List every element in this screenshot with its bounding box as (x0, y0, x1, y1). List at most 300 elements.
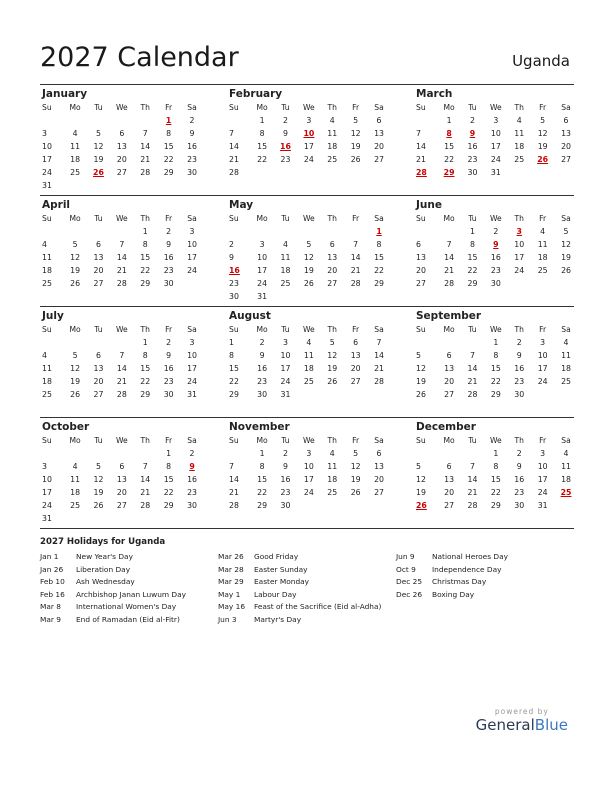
day-cell[interactable]: 28 (229, 501, 239, 510)
day-cell[interactable]: 5 (72, 240, 78, 249)
day-cell[interactable]: 28 (140, 501, 151, 510)
day-cell[interactable]: 24 (490, 155, 501, 164)
day-cell[interactable]: 10 (537, 351, 548, 360)
day-cell[interactable]: 28 (374, 377, 384, 386)
day-cell[interactable]: 2 (282, 116, 288, 125)
day-cell[interactable]: 4 (42, 240, 47, 249)
day-cell[interactable]: 13 (374, 129, 384, 138)
day-cell[interactable]: 19 (350, 142, 361, 151)
day-cell[interactable]: 30 (187, 501, 197, 510)
day-cell[interactable]: 17 (514, 253, 525, 262)
day-cell[interactable]: 12 (93, 475, 104, 484)
day-cell[interactable]: 9 (166, 351, 172, 360)
day-cell[interactable]: 7 (353, 240, 359, 249)
day-cell[interactable]: 23 (280, 155, 291, 164)
day-cell[interactable]: 12 (416, 475, 426, 484)
day-cell[interactable]: 9 (189, 462, 195, 471)
day-cell[interactable]: 16 (490, 253, 501, 262)
day-cell[interactable]: 8 (142, 240, 148, 249)
day-cell[interactable]: 24 (514, 266, 525, 275)
day-cell[interactable]: 7 (142, 129, 148, 138)
day-cell[interactable]: 15 (140, 253, 151, 262)
day-cell[interactable]: 25 (280, 279, 291, 288)
day-cell[interactable]: 16 (163, 364, 174, 373)
day-cell[interactable]: 29 (229, 390, 239, 399)
day-cell[interactable]: 15 (374, 253, 384, 262)
day-cell[interactable]: 3 (282, 338, 288, 347)
day-cell[interactable]: 24 (537, 488, 548, 497)
day-cell[interactable]: 8 (142, 351, 148, 360)
day-cell[interactable]: 26 (70, 279, 81, 288)
day-cell[interactable]: 10 (537, 462, 548, 471)
day-cell[interactable]: 7 (119, 351, 125, 360)
day-cell[interactable]: 29 (140, 279, 151, 288)
day-cell[interactable]: 31 (490, 168, 501, 177)
day-cell[interactable]: 10 (42, 142, 52, 151)
day-cell[interactable]: 19 (350, 475, 361, 484)
day-cell[interactable]: 13 (350, 351, 361, 360)
day-cell[interactable]: 2 (282, 449, 288, 458)
day-cell[interactable]: 7 (469, 351, 475, 360)
day-cell[interactable]: 11 (537, 240, 548, 249)
day-cell[interactable]: 27 (374, 488, 384, 497)
day-cell[interactable]: 24 (303, 155, 314, 164)
day-cell[interactable]: 3 (540, 338, 546, 347)
day-cell[interactable]: 17 (187, 253, 197, 262)
day-cell[interactable]: 20 (93, 266, 104, 275)
day-cell[interactable]: 2 (469, 116, 475, 125)
day-cell[interactable]: 24 (280, 377, 291, 386)
day-cell[interactable]: 2 (189, 116, 195, 125)
day-cell[interactable]: 26 (93, 168, 104, 177)
day-cell[interactable]: 22 (444, 155, 455, 164)
day-cell[interactable]: 27 (350, 377, 361, 386)
day-cell[interactable]: 4 (563, 338, 569, 347)
day-cell[interactable]: 13 (116, 475, 127, 484)
day-cell[interactable]: 15 (163, 475, 174, 484)
day-cell[interactable]: 19 (93, 155, 104, 164)
day-cell[interactable]: 5 (353, 449, 359, 458)
day-cell[interactable]: 30 (163, 390, 174, 399)
day-cell[interactable]: 19 (327, 364, 338, 373)
day-cell[interactable]: 25 (303, 377, 314, 386)
day-cell[interactable]: 1 (166, 449, 172, 458)
day-cell[interactable]: 17 (490, 142, 501, 151)
day-cell[interactable]: 8 (259, 129, 265, 138)
day-cell[interactable]: 17 (187, 364, 197, 373)
day-cell[interactable]: 16 (514, 475, 525, 484)
day-cell[interactable]: 11 (514, 129, 525, 138)
day-cell[interactable]: 14 (116, 364, 127, 373)
day-cell[interactable]: 26 (303, 279, 314, 288)
day-cell[interactable]: 26 (70, 390, 81, 399)
day-cell[interactable]: 5 (416, 351, 421, 360)
day-cell[interactable]: 30 (187, 168, 197, 177)
day-cell[interactable]: 7 (469, 462, 475, 471)
day-cell[interactable]: 16 (514, 364, 525, 373)
day-cell[interactable]: 19 (93, 488, 104, 497)
day-cell[interactable]: 8 (376, 240, 382, 249)
day-cell[interactable]: 18 (561, 475, 571, 484)
day-cell[interactable]: 9 (516, 351, 522, 360)
day-cell[interactable]: 15 (444, 142, 455, 151)
day-cell[interactable]: 20 (374, 475, 384, 484)
day-cell[interactable]: 29 (257, 501, 268, 510)
day-cell[interactable]: 13 (93, 253, 104, 262)
day-cell[interactable]: 6 (376, 116, 382, 125)
day-cell[interactable]: 5 (563, 227, 569, 236)
day-cell[interactable]: 24 (537, 377, 548, 386)
day-cell[interactable]: 8 (259, 462, 265, 471)
day-cell[interactable]: 23 (490, 266, 501, 275)
day-cell[interactable]: 5 (95, 129, 101, 138)
day-cell[interactable]: 20 (374, 142, 384, 151)
day-cell[interactable]: 14 (374, 351, 384, 360)
day-cell[interactable]: 13 (327, 253, 338, 262)
day-cell[interactable]: 1 (446, 116, 452, 125)
day-cell[interactable]: 1 (493, 338, 499, 347)
day-cell[interactable]: 10 (303, 462, 314, 471)
day-cell[interactable]: 11 (303, 351, 314, 360)
day-cell[interactable]: 23 (467, 155, 478, 164)
day-cell[interactable]: 30 (280, 501, 291, 510)
day-cell[interactable]: 9 (493, 240, 499, 249)
day-cell[interactable]: 24 (42, 501, 52, 510)
day-cell[interactable]: 24 (303, 488, 314, 497)
day-cell[interactable]: 29 (163, 501, 174, 510)
day-cell[interactable]: 4 (329, 449, 335, 458)
day-cell[interactable]: 28 (350, 279, 361, 288)
day-cell[interactable]: 23 (257, 377, 268, 386)
day-cell[interactable]: 21 (467, 377, 478, 386)
day-cell[interactable]: 7 (446, 240, 452, 249)
day-cell[interactable]: 5 (329, 338, 335, 347)
day-cell[interactable]: 30 (229, 292, 239, 301)
day-cell[interactable]: 25 (327, 488, 338, 497)
day-cell[interactable]: 4 (306, 338, 312, 347)
day-cell[interactable]: 23 (187, 488, 197, 497)
day-cell[interactable]: 18 (70, 155, 81, 164)
day-cell[interactable]: 25 (561, 377, 571, 386)
day-cell[interactable]: 18 (561, 364, 571, 373)
day-cell[interactable]: 4 (563, 449, 569, 458)
day-cell[interactable]: 21 (140, 488, 151, 497)
day-cell[interactable]: 31 (257, 292, 268, 301)
day-cell[interactable]: 3 (306, 116, 312, 125)
day-cell[interactable]: 3 (493, 116, 499, 125)
day-cell[interactable]: 21 (229, 155, 239, 164)
day-cell[interactable]: 23 (187, 155, 197, 164)
day-cell[interactable]: 11 (561, 351, 571, 360)
day-cell[interactable]: 3 (42, 462, 47, 471)
day-cell[interactable]: 3 (516, 227, 522, 236)
day-cell[interactable]: 21 (467, 488, 478, 497)
day-cell[interactable]: 15 (257, 142, 268, 151)
day-cell[interactable]: 4 (42, 351, 47, 360)
day-cell[interactable]: 2 (166, 227, 172, 236)
day-cell[interactable]: 21 (140, 155, 151, 164)
day-cell[interactable]: 30 (490, 279, 501, 288)
day-cell[interactable]: 29 (467, 279, 478, 288)
day-cell[interactable]: 20 (444, 488, 455, 497)
day-cell[interactable]: 28 (467, 390, 478, 399)
day-cell[interactable]: 26 (327, 377, 338, 386)
day-cell[interactable]: 4 (516, 116, 522, 125)
day-cell[interactable]: 22 (467, 266, 478, 275)
day-cell[interactable]: 1 (142, 338, 148, 347)
day-cell[interactable]: 6 (119, 462, 125, 471)
day-cell[interactable]: 21 (416, 155, 426, 164)
day-cell[interactable]: 2 (493, 227, 499, 236)
day-cell[interactable]: 7 (376, 338, 382, 347)
day-cell[interactable]: 11 (42, 253, 52, 262)
day-cell[interactable]: 13 (93, 364, 104, 373)
day-cell[interactable]: 2 (259, 338, 265, 347)
day-cell[interactable]: 3 (259, 240, 265, 249)
day-cell[interactable]: 8 (166, 129, 172, 138)
day-cell[interactable]: 29 (443, 168, 455, 177)
day-cell[interactable]: 30 (257, 390, 268, 399)
day-cell[interactable]: 19 (416, 377, 426, 386)
day-cell[interactable]: 3 (42, 129, 47, 138)
day-cell[interactable]: 19 (70, 377, 81, 386)
day-cell[interactable]: 5 (72, 351, 78, 360)
day-cell[interactable]: 27 (444, 501, 455, 510)
day-cell[interactable]: 16 (163, 253, 174, 262)
day-cell[interactable]: 6 (446, 462, 452, 471)
day-cell[interactable]: 5 (95, 462, 101, 471)
day-cell[interactable]: 23 (514, 377, 525, 386)
day-cell[interactable]: 23 (514, 488, 525, 497)
day-cell[interactable]: 18 (327, 475, 338, 484)
day-cell[interactable]: 22 (490, 377, 501, 386)
day-cell[interactable]: 14 (467, 364, 478, 373)
day-cell[interactable]: 5 (416, 462, 421, 471)
day-cell[interactable]: 10 (514, 240, 525, 249)
day-cell[interactable]: 9 (516, 462, 522, 471)
day-cell[interactable]: 22 (257, 155, 268, 164)
day-cell[interactable]: 27 (416, 279, 426, 288)
day-cell[interactable]: 17 (257, 266, 268, 275)
day-cell[interactable]: 22 (140, 377, 151, 386)
day-cell[interactable]: 25 (560, 488, 572, 497)
day-cell[interactable]: 14 (444, 253, 455, 262)
day-cell[interactable]: 11 (70, 142, 81, 151)
day-cell[interactable]: 24 (42, 168, 52, 177)
day-cell[interactable]: 3 (189, 338, 195, 347)
day-cell[interactable]: 15 (257, 475, 268, 484)
day-cell[interactable]: 12 (350, 129, 361, 138)
day-cell[interactable]: 1 (493, 449, 499, 458)
day-cell[interactable]: 17 (303, 475, 314, 484)
day-cell[interactable]: 6 (563, 116, 569, 125)
day-cell[interactable]: 6 (446, 351, 452, 360)
day-cell[interactable]: 9 (229, 253, 234, 262)
day-cell[interactable]: 18 (303, 364, 314, 373)
day-cell[interactable]: 1 (165, 116, 172, 125)
day-cell[interactable]: 27 (327, 279, 338, 288)
day-cell[interactable]: 27 (93, 390, 104, 399)
day-cell[interactable]: 1 (142, 227, 148, 236)
day-cell[interactable]: 11 (561, 462, 571, 471)
day-cell[interactable]: 10 (42, 475, 52, 484)
day-cell[interactable]: 17 (537, 364, 548, 373)
day-cell[interactable]: 13 (116, 142, 127, 151)
day-cell[interactable]: 10 (490, 129, 501, 138)
day-cell[interactable]: 25 (327, 155, 338, 164)
day-cell[interactable]: 13 (416, 253, 426, 262)
day-cell[interactable]: 27 (444, 390, 455, 399)
day-cell[interactable]: 8 (446, 129, 452, 138)
day-cell[interactable]: 23 (163, 266, 174, 275)
day-cell[interactable]: 14 (229, 142, 239, 151)
day-cell[interactable]: 18 (42, 377, 52, 386)
day-cell[interactable]: 20 (116, 488, 127, 497)
day-cell[interactable]: 22 (257, 488, 268, 497)
day-cell[interactable]: 1 (469, 227, 475, 236)
day-cell[interactable]: 11 (327, 129, 338, 138)
day-cell[interactable]: 8 (229, 351, 234, 360)
day-cell[interactable]: 12 (93, 142, 104, 151)
day-cell[interactable]: 8 (493, 351, 499, 360)
day-cell[interactable]: 19 (303, 266, 314, 275)
day-cell[interactable]: 29 (374, 279, 384, 288)
day-cell[interactable]: 10 (303, 129, 315, 138)
day-cell[interactable]: 9 (166, 240, 172, 249)
day-cell[interactable]: 11 (327, 462, 338, 471)
day-cell[interactable]: 12 (70, 364, 81, 373)
day-cell[interactable]: 16 (187, 475, 197, 484)
day-cell[interactable]: 9 (282, 129, 288, 138)
day-cell[interactable]: 2 (166, 338, 172, 347)
day-cell[interactable]: 23 (229, 279, 239, 288)
day-cell[interactable]: 10 (187, 240, 197, 249)
day-cell[interactable]: 4 (72, 462, 78, 471)
day-cell[interactable]: 12 (561, 240, 571, 249)
day-cell[interactable]: 31 (187, 390, 197, 399)
day-cell[interactable]: 26 (561, 266, 571, 275)
day-cell[interactable]: 17 (537, 475, 548, 484)
day-cell[interactable]: 22 (229, 377, 239, 386)
day-cell[interactable]: 6 (353, 338, 359, 347)
day-cell[interactable]: 5 (540, 116, 546, 125)
day-cell[interactable]: 15 (229, 364, 239, 373)
day-cell[interactable]: 16 (280, 475, 291, 484)
day-cell[interactable]: 31 (537, 501, 548, 510)
day-cell[interactable]: 23 (280, 488, 291, 497)
day-cell[interactable]: 24 (187, 377, 197, 386)
day-cell[interactable]: 26 (416, 501, 427, 510)
day-cell[interactable]: 16 (280, 142, 291, 151)
day-cell[interactable]: 6 (119, 129, 125, 138)
day-cell[interactable]: 14 (416, 142, 426, 151)
day-cell[interactable]: 25 (514, 155, 525, 164)
day-cell[interactable]: 21 (444, 266, 455, 275)
day-cell[interactable]: 22 (490, 488, 501, 497)
day-cell[interactable]: 28 (140, 168, 151, 177)
day-cell[interactable]: 30 (514, 390, 525, 399)
day-cell[interactable]: 20 (116, 155, 127, 164)
day-cell[interactable]: 17 (280, 364, 291, 373)
day-cell[interactable]: 17 (303, 142, 314, 151)
day-cell[interactable]: 17 (42, 155, 52, 164)
brand-logo[interactable] (476, 707, 568, 734)
day-cell[interactable]: 28 (116, 279, 127, 288)
day-cell[interactable]: 8 (166, 462, 172, 471)
day-cell[interactable]: 6 (329, 240, 335, 249)
day-cell[interactable]: 12 (327, 351, 338, 360)
day-cell[interactable]: 5 (306, 240, 312, 249)
day-cell[interactable]: 9 (189, 129, 195, 138)
day-cell[interactable]: 7 (119, 240, 125, 249)
day-cell[interactable]: 8 (469, 240, 475, 249)
day-cell[interactable]: 30 (467, 168, 478, 177)
day-cell[interactable]: 14 (116, 253, 127, 262)
day-cell[interactable]: 12 (416, 364, 426, 373)
day-cell[interactable]: 21 (229, 488, 239, 497)
day-cell[interactable]: 4 (540, 227, 546, 236)
day-cell[interactable]: 9 (469, 129, 476, 138)
day-cell[interactable]: 26 (350, 488, 361, 497)
day-cell[interactable]: 31 (42, 514, 52, 523)
day-cell[interactable]: 28 (416, 168, 427, 177)
day-cell[interactable]: 11 (70, 475, 81, 484)
day-cell[interactable]: 27 (116, 501, 127, 510)
day-cell[interactable]: 4 (72, 129, 78, 138)
day-cell[interactable]: 3 (306, 449, 312, 458)
day-cell[interactable]: 29 (490, 390, 501, 399)
day-cell[interactable]: 28 (467, 501, 478, 510)
day-cell[interactable]: 13 (444, 475, 455, 484)
day-cell[interactable]: 22 (374, 266, 384, 275)
day-cell[interactable]: 13 (374, 462, 384, 471)
day-cell[interactable]: 15 (490, 475, 501, 484)
day-cell[interactable]: 30 (514, 501, 525, 510)
day-cell[interactable]: 27 (93, 279, 104, 288)
day-cell[interactable]: 20 (350, 364, 361, 373)
day-cell[interactable]: 2 (516, 338, 522, 347)
day-cell[interactable]: 16 (229, 266, 240, 275)
day-cell[interactable]: 28 (444, 279, 455, 288)
day-cell[interactable]: 18 (537, 253, 548, 262)
day-cell[interactable]: 18 (327, 142, 338, 151)
day-cell[interactable]: 28 (229, 168, 239, 177)
day-cell[interactable]: 25 (537, 266, 548, 275)
day-cell[interactable]: 21 (374, 364, 384, 373)
day-cell[interactable]: 16 (257, 364, 268, 373)
day-cell[interactable]: 25 (42, 390, 52, 399)
day-cell[interactable]: 9 (282, 462, 288, 471)
day-cell[interactable]: 20 (93, 377, 104, 386)
day-cell[interactable]: 27 (374, 155, 384, 164)
day-cell[interactable]: 18 (280, 266, 291, 275)
day-cell[interactable]: 22 (163, 488, 174, 497)
day-cell[interactable]: 6 (376, 449, 382, 458)
day-cell[interactable]: 11 (280, 253, 291, 262)
day-cell[interactable]: 29 (140, 390, 151, 399)
day-cell[interactable]: 15 (140, 364, 151, 373)
day-cell[interactable]: 2 (229, 240, 234, 249)
day-cell[interactable]: 16 (467, 142, 478, 151)
day-cell[interactable]: 9 (259, 351, 265, 360)
day-cell[interactable]: 21 (116, 266, 127, 275)
day-cell[interactable]: 3 (540, 449, 546, 458)
day-cell[interactable]: 11 (42, 364, 52, 373)
day-cell[interactable]: 14 (229, 475, 239, 484)
day-cell[interactable]: 26 (350, 155, 361, 164)
day-cell[interactable]: 22 (163, 155, 174, 164)
day-cell[interactable]: 20 (416, 266, 426, 275)
